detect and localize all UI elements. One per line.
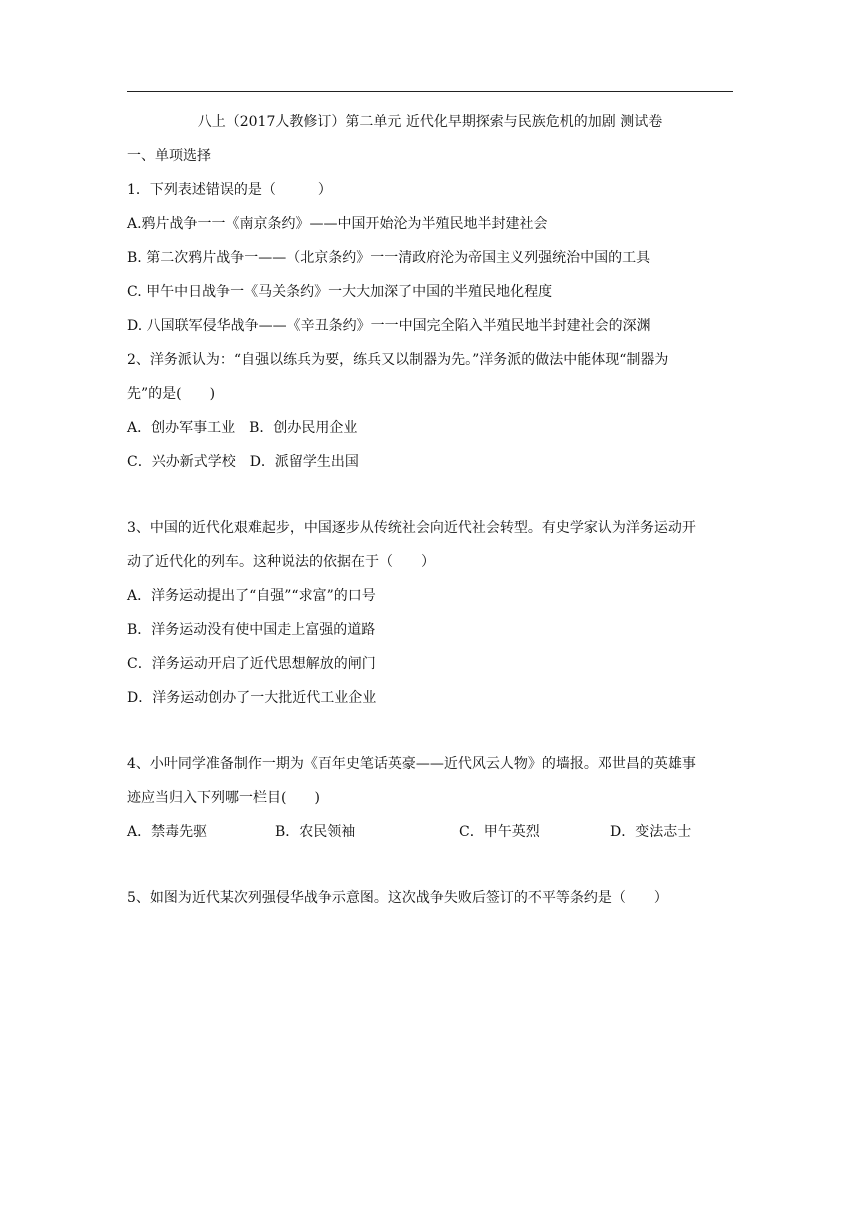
question-1-option-c: C. 甲午中日战争一《马关条约》一大大加深了中国的半殖民地化程度 [127,284,553,300]
section-heading: 一、单项选择 [127,148,211,164]
question-4-option-b: B．农民领袖 [275,824,356,840]
header-rule [127,91,733,92]
question-5-stem: 5、如图为近代某次列强侵华战争示意图。这次战争失败后签订的不平等条约是（ ） [127,890,668,906]
question-1-option-a: A.鸦片战争一一《南京条约》——中国开始沦为半殖民地半封建社会 [127,216,548,232]
question-3-stem-line-1: 3、中国的近代化艰难起步，中国逐步从传统社会向近代社会转型。有史学家认为洋务运动开 [127,520,696,536]
question-2-options-row-2: C．兴办新式学校 D．派留学生出国 [127,454,359,470]
question-2-stem-line-1: 2、洋务派认为：“自强以练兵为要，练兵又以制器为先。”洋务派的做法中能体现“制器为 [127,352,669,368]
question-4-stem-line-1: 4、小叶同学准备制作一期为《百年史笔话英豪——近代风云人物》的墙报。邓世昌的英雄事 [127,756,696,772]
question-1-stem: 1．下列表述错误的是（ ） [127,182,332,198]
page-title: 八上（2017人教修订）第二单元 近代化早期探索与民族危机的加剧 测试卷 [197,114,663,130]
question-3-option-d: D．洋务运动创办了一大批近代工业企业 [127,690,377,706]
question-4-stem-line-2: 迹应当归入下列哪一栏目( ) [127,790,320,806]
question-3-option-a: A．洋务运动提出了“自强”“求富”的口号 [127,588,376,604]
question-1-option-b: B. 第二次鸦片战争一——（北京条约》一一清政府沦为帝国主义列强统治中国的工具 [127,250,651,266]
question-2-stem-line-2: 先”的是( ) [127,386,216,402]
question-1-option-d: D. 八国联军侵华战争——《辛丑条约》一一中国完全陷入半殖民地半封建社会的深渊 [127,318,651,334]
question-4-option-c: C．甲午英烈 [459,824,540,840]
question-4-option-a: A．禁毒先驱 [127,824,208,840]
question-2-options-row-1: A．创办军事工业 B．创办民用企业 [127,420,358,436]
question-3-option-c: C．洋务运动开启了近代思想解放的闸门 [127,656,376,672]
question-3-option-b: B．洋务运动没有使中国走上富强的道路 [127,622,376,638]
question-4-option-d: D．变法志士 [610,824,692,840]
question-3-stem-line-2: 动了近代化的列车。这种说法的依据在于（ ） [127,554,435,570]
